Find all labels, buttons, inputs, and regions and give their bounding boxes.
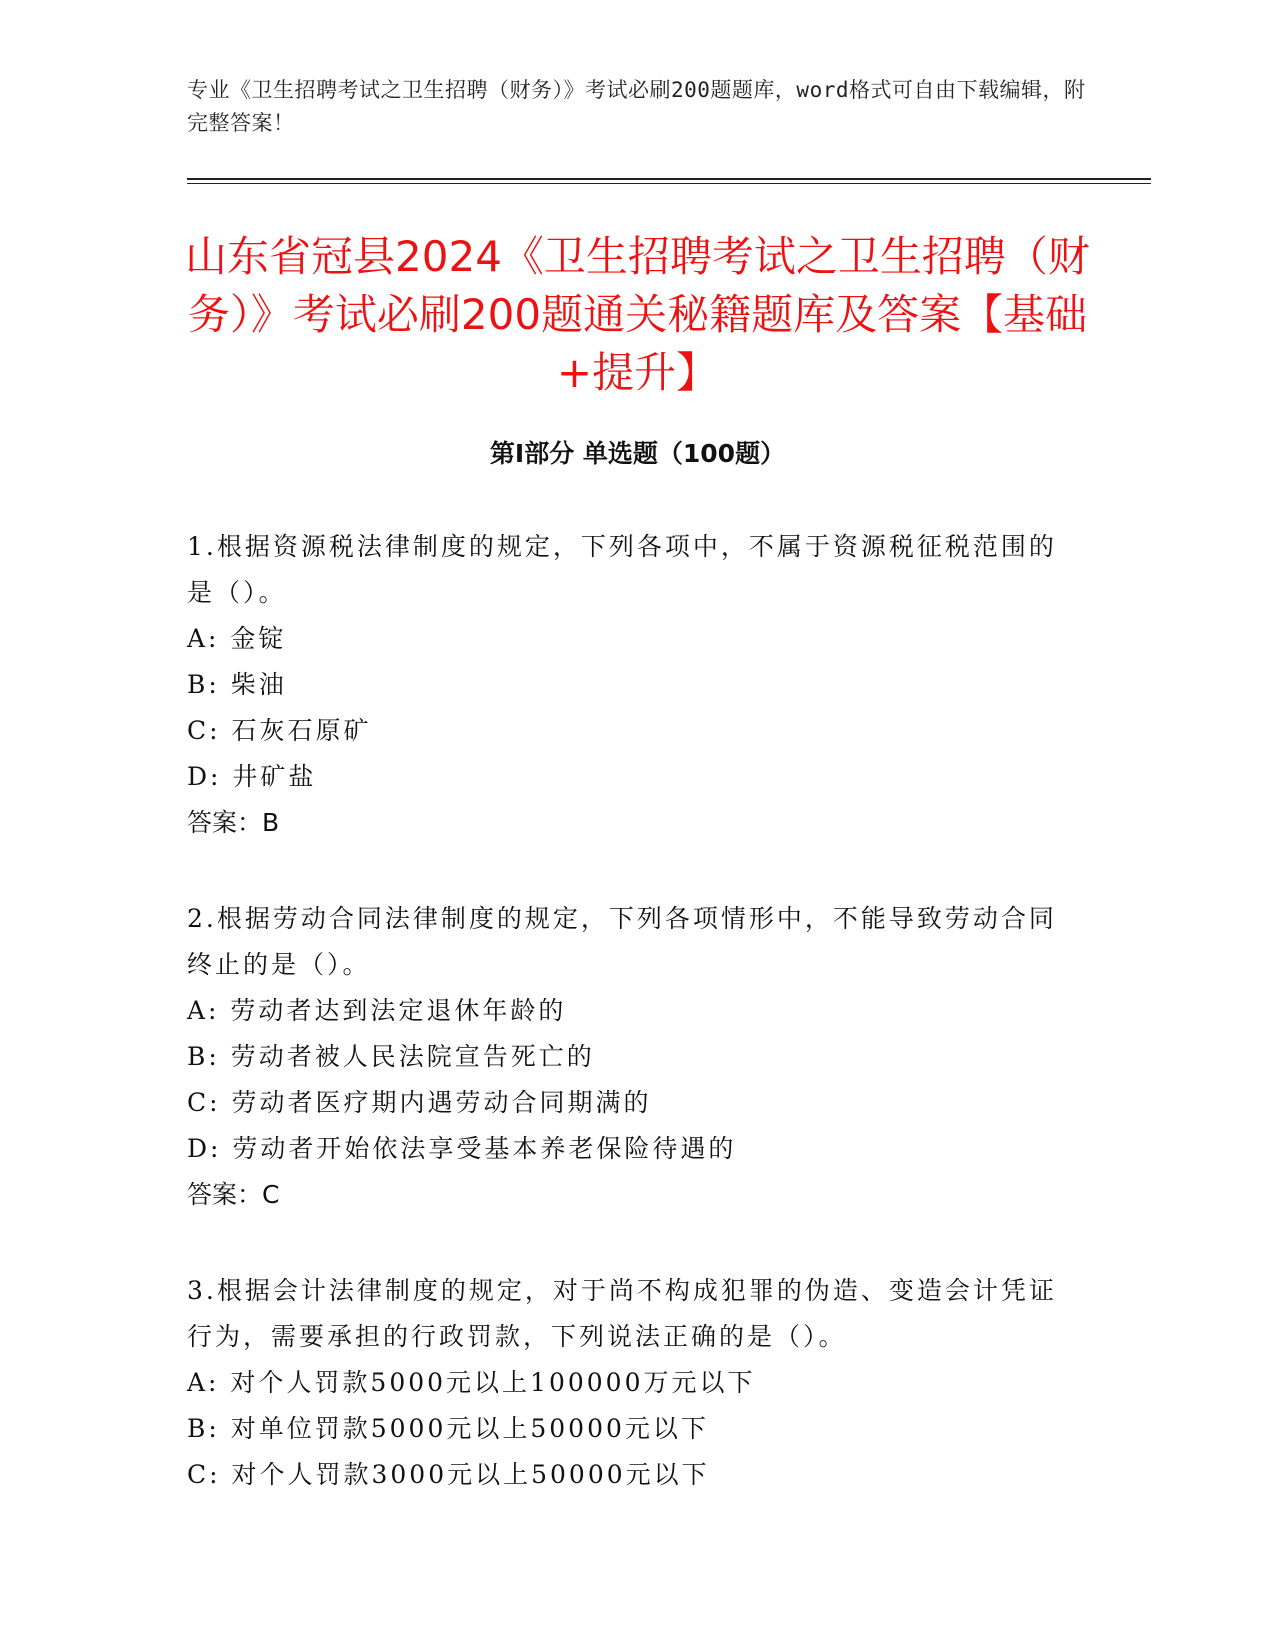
question-stem: 2.根据劳动合同法律制度的规定，下列各项情形中，不能导致劳动合同终止的是（）。 bbox=[187, 904, 1057, 979]
option-a: A: 金锭 bbox=[187, 624, 287, 653]
option-b: B: 对单位罚款5000元以上50000元以下 bbox=[187, 1414, 709, 1443]
option-a: A: 对个人罚款5000元以上100000万元以下 bbox=[187, 1368, 756, 1397]
header-divider-thin bbox=[187, 183, 1151, 184]
question-stem: 1.根据资源税法律制度的规定，下列各项中，不属于资源税征税范围的是（）。 bbox=[187, 532, 1057, 607]
option-c: C: 劳动者医疗期内遇劳动合同期满的 bbox=[187, 1088, 652, 1117]
question-list bbox=[187, 524, 1067, 1548]
option-a: A: 劳动者达到法定退休年龄的 bbox=[187, 996, 567, 1025]
header-divider-thick bbox=[187, 178, 1151, 180]
question-3 bbox=[187, 1268, 1067, 1498]
answer: 答案：C bbox=[187, 1180, 280, 1209]
option-c: C: 对个人罚款3000元以上50000元以下 bbox=[187, 1460, 710, 1489]
section-title: 第Ⅰ部分 单选题（100题） bbox=[489, 439, 786, 468]
option-b: B: 柴油 bbox=[187, 670, 287, 699]
option-c: C: 石灰石原矿 bbox=[187, 716, 372, 745]
question-stem: 3.根据会计法律制度的规定，对于尚不构成犯罪的伪造、变造会计凭证行为，需要承担的行政罚款，下列说法正确的是（）。 bbox=[187, 1276, 1057, 1351]
option-d: D: 井矿盐 bbox=[187, 762, 317, 791]
question-1 bbox=[187, 524, 1067, 846]
document-title: 山东省冠县2024《卫生招聘考试之卫生招聘（财务）》考试必刷200题通关秘籍题库及答案【基础+提升】 bbox=[185, 232, 1090, 397]
option-d: D: 劳动者开始依法享受基本养老保险待遇的 bbox=[187, 1134, 737, 1163]
answer: 答案：B bbox=[187, 808, 280, 837]
header-note: 专业《卫生招聘考试之卫生招聘（财务）》考试必刷200题题库，word格式可自由下载编辑，附完整答案！ bbox=[187, 78, 1086, 135]
option-b: B: 劳动者被人民法院宣告死亡的 bbox=[187, 1042, 595, 1071]
question-2 bbox=[187, 896, 1067, 1218]
